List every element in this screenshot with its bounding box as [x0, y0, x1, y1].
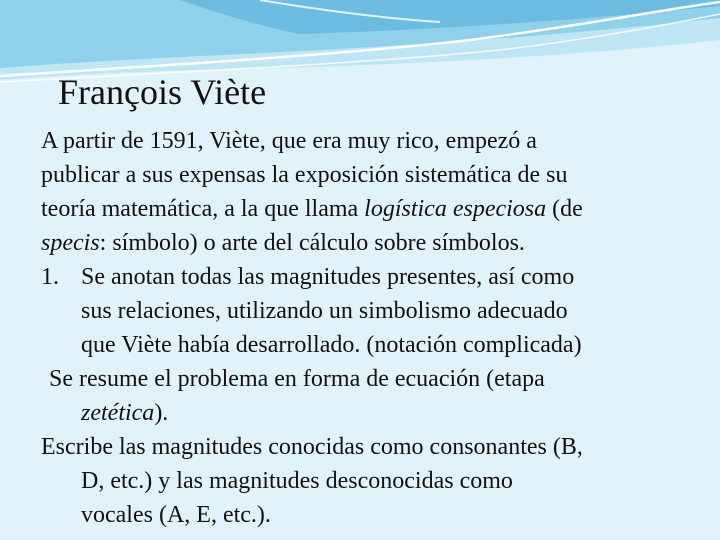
italic-term: specis [41, 230, 100, 256]
numbered-item-line: que Viète había desarrollado. (notación complicada) [81, 332, 582, 358]
italic-term: logística especiosa [364, 196, 547, 222]
body-line: Escribe las magnitudes conocidas como consonantes (B, [41, 434, 583, 460]
body-text-run: Se anotan todas las magnitudes presentes, así como [81, 264, 575, 290]
body-line: A partir de 1591, Viète, que era muy rico, empezó a [41, 128, 537, 154]
numbered-item-line: sus relaciones, utilizando un simbolismo adecuado [81, 298, 568, 324]
body-line: vocales (A, E, etc.). [81, 502, 271, 528]
body-line: D, etc.) y las magnitudes desconocidas como [81, 468, 513, 494]
body-line: publicar a sus expensas la exposición sistemática de su [41, 162, 568, 188]
list-number: 1. [41, 264, 59, 290]
italic-term: zetética [81, 400, 155, 426]
body-line [41, 192, 681, 226]
slide-title: François Viète [58, 72, 267, 112]
body-text-run: : símbolo) o arte del cálculo sobre símbolos. [99, 230, 525, 256]
body-line [41, 226, 681, 260]
body-line [41, 396, 681, 430]
body-text-run: teoría matemática, a la que llama [41, 196, 365, 222]
body-text-run: ). [154, 400, 169, 426]
numbered-item-line [41, 260, 681, 294]
slide-body [41, 124, 681, 532]
body-text-run: (de [546, 196, 583, 222]
body-line: Se resume el problema en forma de ecuación (etapa [49, 366, 545, 392]
